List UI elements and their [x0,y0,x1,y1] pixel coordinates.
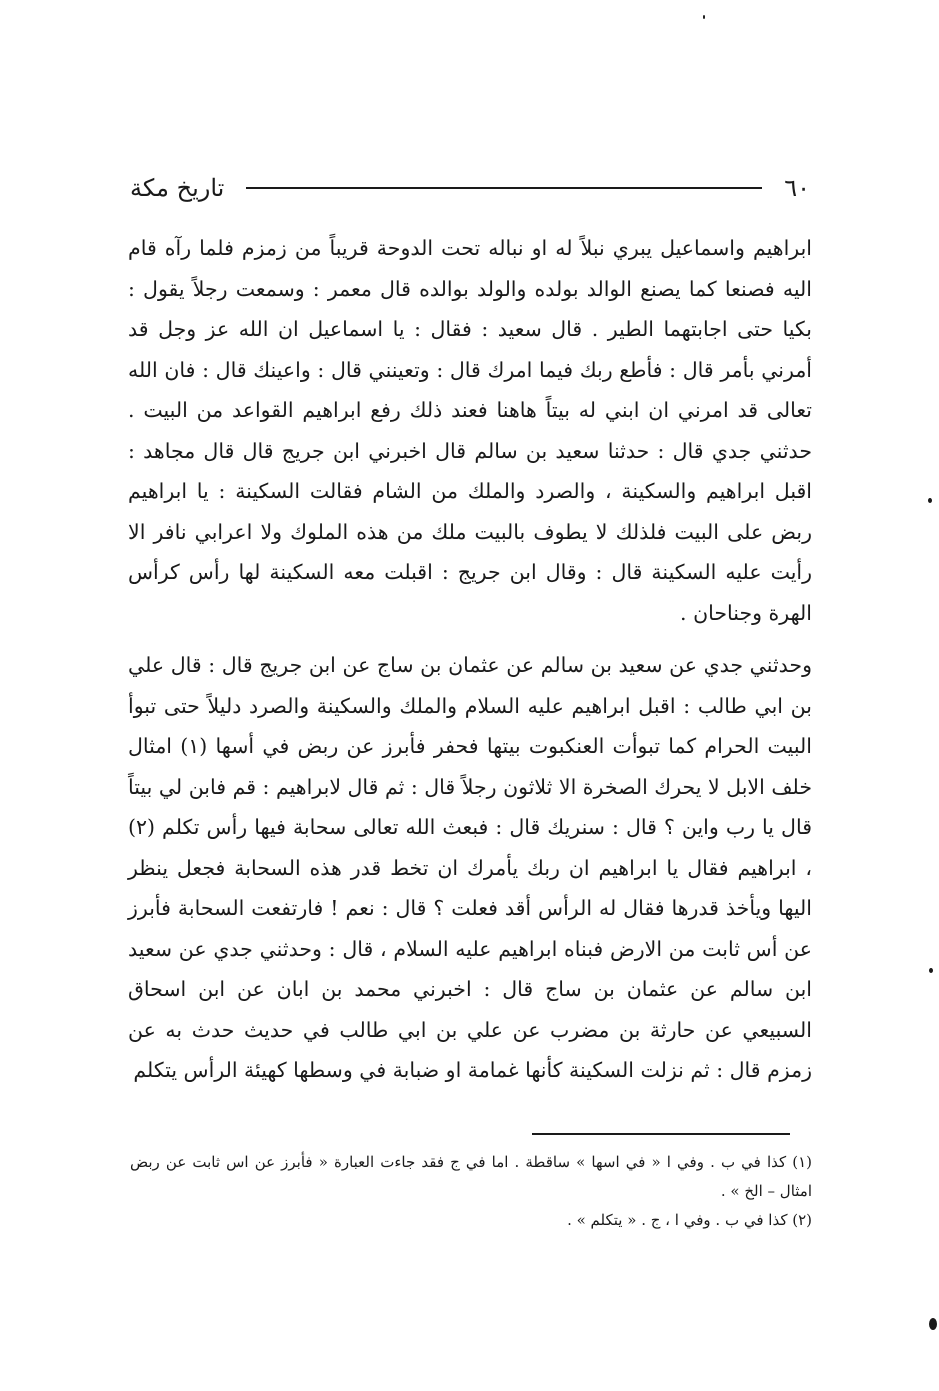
scan-speck [929,1318,937,1330]
paragraph-2: وحدثني جدي عن سعيد بن سالم عن عثمان بن ساج عن ابن جريج قال : قال علي بن ابي طالب : اقبل ابراهيم عليه السلام والملك والسكينة والصرد دليلاً حتى تبوأ البيت الحرام كما تبوأت العنكبوت بيتها فحفر فأبرز عن ربض في أسها (١) امثال خلف الابل لا يحرك الصخرة الا ثلاثون رجلاً قال : ثم قال لابراهيم : قم فابن لي بيتاً قال يا رب واين ؟ قال : سنريك قال : فبعث الله تعالى سحابة فيها رأس تكلم (٢) ، ابراهيم فقال يا ابراهيم ان ربك يأمرك ان تخط قدر هذه السحابة فجعل ينظر اليها ويأخذ قدرها فقال له الرأس أقد فعلت ؟ قال : نعم ! فارتفعت السحابة فأبرز عن أس ثابت من الارض فبناه ابراهيم عليه السلام ، قال : وحدثني جدي عن سعيد ابن سالم عن عثمان بن ساج قال : اخبرني محمد بن ابان عن ابن اسحاق السبيعي عن حارثة بن مضرب عن علي بن ابي طالب في حديث حدث به عن زمزم قال : ثم نزلت السكينة كأنها غمامة او ضبابة في وسطها كهيئة الرأس يتكلم [128,653,812,1082]
footnote-2: (٢) كذا في ب . وفي ا ، ج . « يتكلم » . [567,1211,812,1229]
scan-speck [929,968,933,973]
running-title: تاريخ مكة [130,174,225,202]
paragraph-1: ابراهيم واسماعيل يبري نبلاً له او نباله تحت الدوحة قريباً من زمزم فلما رآه قام اليه فصنعا كما يصنع الوالد بولده والولد بوالده قال معمر : وسمعت رجلاً يقول : بكيا حتى اجابتهما الطير . قال سعيد : فقال : يا اسماعيل ان الله عز وجل قد أمرني بأمر قال : فأطع ربك فيما امرك قال : وتعينني قال : واعينك قال : فان الله تعالى قد امرني ان ابني له بيتاً هاهنا فعند ذلك رفع ابراهيم القواعد من البيت . حدثني جدي قال : حدثنا سعيد بن سالم قال اخبرني ابن جريج قال قال مجاهد : اقبل ابراهيم والسكينة ، والصرد والملك من الشام فقالت السكينة : يا ابراهيم ربض على البيت فلذلك لا يطوف بالبيت ملك من هذه الملوك ولا اعرابي نافر الا رأيت عليه السكينة قال : وقال ابن جريج : اقبلت معه السكينة لها رأس كرأس الهرة وجناحان . [128,236,812,625]
page-header [130,168,810,208]
footnotes [130,1148,812,1235]
scan-speck [703,15,705,19]
page-number: ٦٠ [784,174,810,202]
scan-speck [928,498,932,503]
footnote-1: (١) كذا في ب . وفي ا « في اسها » ساقطة . اما في ج فقد جاءت العبارة « فأبرز عن اس ثابت عن ربض امثال – الخ » . [130,1153,812,1200]
header-rule [246,187,762,189]
footnote-separator [532,1133,790,1135]
main-text [128,228,812,1091]
